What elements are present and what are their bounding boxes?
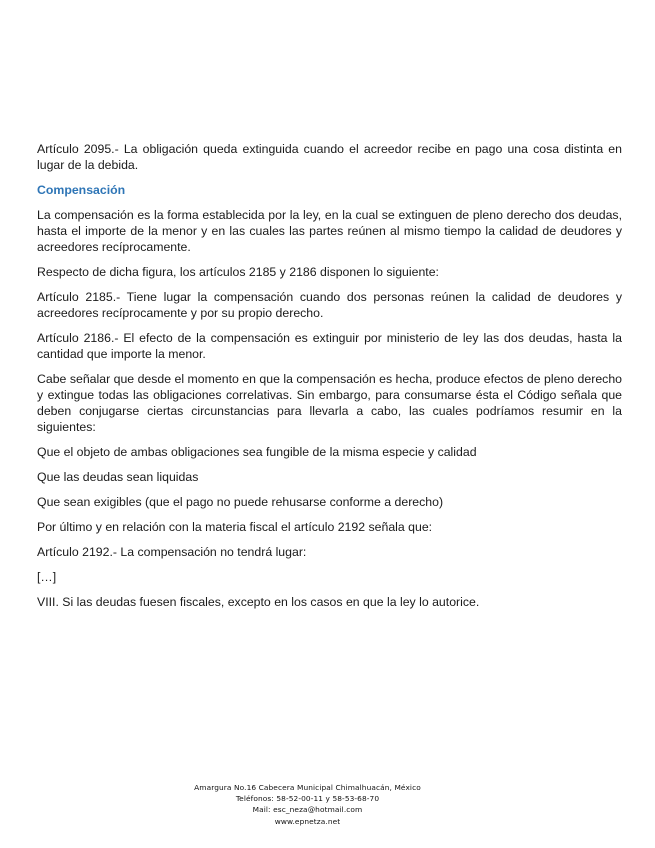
paragraph-omission: […]	[37, 570, 57, 584]
page-footer	[0, 782, 615, 827]
paragraph-condicion-fungible: Que el objeto de ambas obligaciones sea fungible de la misma especie y calidad	[37, 445, 477, 459]
paragraph-fraccion-viii: VIII. Si las deudas fuesen fiscales, excepto en los casos en que la ley lo autorice.	[37, 595, 480, 609]
paragraph-articulo-2185: Artículo 2185.- Tiene lugar la compensación cuando dos personas reúnen la calidad de deudores y acreedores recíprocamente y por su propio derecho.	[37, 290, 622, 320]
paragraph-articulo-2186: Artículo 2186.- El efecto de la compensación es extinguir por ministerio de ley las dos deudas, hasta la cantidad que importe la menor.	[37, 331, 622, 361]
paragraph-definicion-compensacion: La compensación es la forma establecida por la ley, en la cual se extinguen de pleno derecho dos deudas, hasta el importe de la menor y en las cuales las partes reúnen al mismo tiempo la calidad de deudores y acreedores recíprocamente.	[37, 208, 622, 254]
footer-web: www.epnetza.net	[274, 816, 341, 826]
paragraph-articulo-2192: Artículo 2192.- La compensación no tendrá lugar:	[37, 545, 307, 559]
paragraph-cabe-senalar: Cabe señalar que desde el momento en que la compensación es hecha, produce efectos de pleno derecho y extingue todas las obligaciones correlativas. Sin embargo, para consumarse ésta el Código señala que deben conjugarse ciertas circunstancias para llevarla a cabo, las cuales podríamos resumir en la siguientes:	[37, 372, 622, 434]
section-heading-compensacion: Compensación	[37, 183, 126, 197]
footer-address: Amargura No.16 Cabecera Municipal Chimalhuacán, México	[194, 783, 421, 792]
paragraph-respecto-figura: Respecto de dicha figura, los artículos 2185 y 2186 disponen lo siguiente:	[37, 265, 439, 279]
paragraph-condicion-exigibles: Que sean exigibles (que el pago no puede rehusarse conforme a derecho)	[37, 495, 444, 509]
paragraph-materia-fiscal: Por último y en relación con la materia fiscal el artículo 2192 señala que:	[37, 520, 433, 534]
document-body	[37, 141, 622, 619]
paragraph-articulo-2095: Artículo 2095.- La obligación queda extinguida cuando el acreedor recibe en pago una cosa distinta en lugar de la debida.	[37, 142, 622, 172]
footer-mail: Mail: esc_neza@hotmail.com	[252, 805, 363, 815]
footer-phones: Teléfonos: 58-52-00-11 y 58-53-68-70	[235, 794, 380, 804]
paragraph-condicion-liquidas: Que las deudas sean liquidas	[37, 470, 199, 484]
